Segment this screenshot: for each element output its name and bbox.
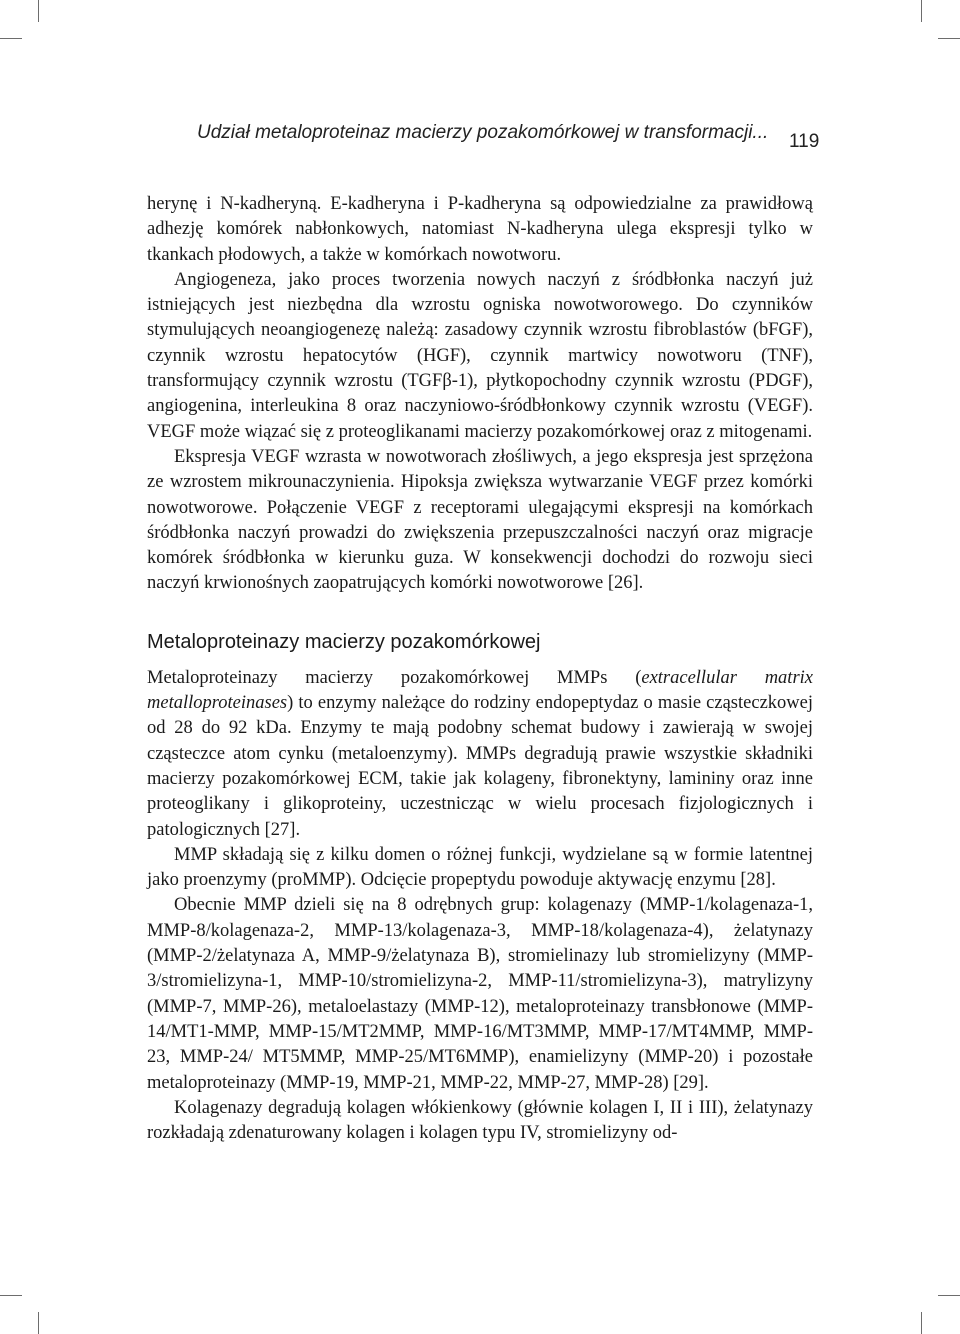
paragraph-mmp-groups: Obecnie MMP dzieli się na 8 odrębnych grup: kolagenazy (MMP-1/kolagenaza-1, MMP-8/kolagenaza-2, MMP-13/kolagenaza-3, MMP-18/kolagenaza-4), żelatynazy (MMP-2/żelatynaza A, MMP-9/żelatynaza B), stromielinazy lub stromielizyny (MMP-3/stromielizyna-1, MMP-10/stromielizyna-2, MMP-11/stromielizyna-3), matrylizyny (MMP-7, MMP-26), metaloelastazy (MMP-12), metaloproteinazy transbłonowe (MMP-14/MT1-MMP, MMP-15/MT2MMP, MMP-16/MT3MMP, MMP-17/MT4MMP, MMP-23, MMP-24/ MT5MMP, MMP-25/MT6MMP), enamielizyny (MMP-20) i pozostałe metaloproteinazy (MMP-19, MMP-21, MMP-22, MMP-27, MMP-28) [29].	[147, 895, 813, 1093]
mmp-english-term: extracellular matrix metalloproteinases	[147, 667, 813, 714]
crop-mark-top-left	[38, 0, 39, 22]
crop-mark-bottom-right	[921, 1312, 922, 1334]
crop-mark-bottom-right-horizontal	[938, 1295, 960, 1296]
paragraph-collagenases: Kolagenazy degradują kolagen włókienkowy (głównie kolagen I, II i III), żelatynazy rozkładają zdenaturowany kolagen i kolagen typu IV, stromielizyny od-	[147, 1097, 813, 1144]
crop-mark-bottom-left	[38, 1312, 39, 1334]
crop-mark-top-right	[921, 0, 922, 22]
page-number: 119	[789, 131, 820, 152]
mmp-definition-start: Metaloproteinazy macierzy pozakomórkowej MMPs (	[147, 667, 642, 688]
paragraph-cadherins: herynę i N-kadheryną. E-kadheryna i P-kadheryna są odpowiedzialne za prawidłową adhezję komórek nabłonkowych, natomiast N-kadheryna ulega ekspresji tylko w tkankach płodowych, a także w komórkach nowotworu.	[147, 194, 813, 265]
section-heading: Metaloproteinazy macierzy pozakomórkowej	[147, 630, 541, 653]
crop-mark-top-left-horizontal	[0, 38, 22, 39]
mmp-definition-rest: ) to enzymy należące do rodziny endopeptydaz o masie cząsteczkowej od 28 do 92 kDa. Enzymy te mają podobny schemat budowy i zawierają w swojej cząsteczce atom cynku (metaloenzymy). MMPs degradują prawie wszystkie składniki macierzy pozakomórkowej ECM, takie jak kolageny, fibronektyny, lamininy oraz inne proteoglikany i glikoproteiny, uczestnicząc w wielu procesach fizjologicznych i patologicznych [27].	[147, 693, 813, 840]
paragraph-mmp-domains: MMP składają się z kilku domen o różnej funkcji, wydzielane są w formie latentnej jako proenzymy (proMMP). Odcięcie propeptydu powoduje aktywację enzymu [28].	[147, 844, 813, 891]
crop-mark-bottom-left-horizontal	[0, 1295, 22, 1296]
paragraph-vegf-expression: Ekspresja VEGF wzrasta w nowotworach złośliwych, a jego ekspresja jest sprzężona ze wzrostem mikrounaczynienia. Hipoksja zwiększa wytwarzanie VEGF przez komórki nowotworowe. Połączenie VEGF z receptorami ulegającymi ekspresji na komórkach śródbłonka naczyń prowadzi do zwiększenia przepuszczalności naczyń oraz migracje komórek śródbłonka w kierunku guza. W konsekwencji dochodzi do rozwoju sieci naczyń krwionośnych zaopatrujących komórki nowotworowe [26].	[147, 446, 813, 594]
paragraph-mmp-definition	[147, 666, 813, 843]
paragraph-angiogenesis: Angiogeneza, jako proces tworzenia nowych naczyń z śródbłonka naczyń już istniejących jest niezbędna dla wzrostu ogniska nowotworowego. Do czynników stymulujących neoangiogenezę należą: zasadowy czynnik wzrostu fibroblastów (bFGF), czynnik wzrostu hepatocytów (HGF), czynnik martwicy nowotworu (TNF), transformujący czynnik wzrostu (TGFβ-1), płytkopochodny czynnik wzrostu (PDGF), angiogenina, interleukina 8 oraz naczyniowo-śródbłonkowy czynnik wzrostu (VEGF). VEGF może wiązać się z proteoglikanami macierzy pozakomórkowej oraz z mitogenami.	[147, 269, 813, 442]
body-text	[147, 192, 813, 1146]
running-header-title: Udział metaloproteinaz macierzy pozakomórkowej w transformacji...	[197, 122, 769, 143]
crop-mark-top-right-horizontal	[938, 38, 960, 39]
